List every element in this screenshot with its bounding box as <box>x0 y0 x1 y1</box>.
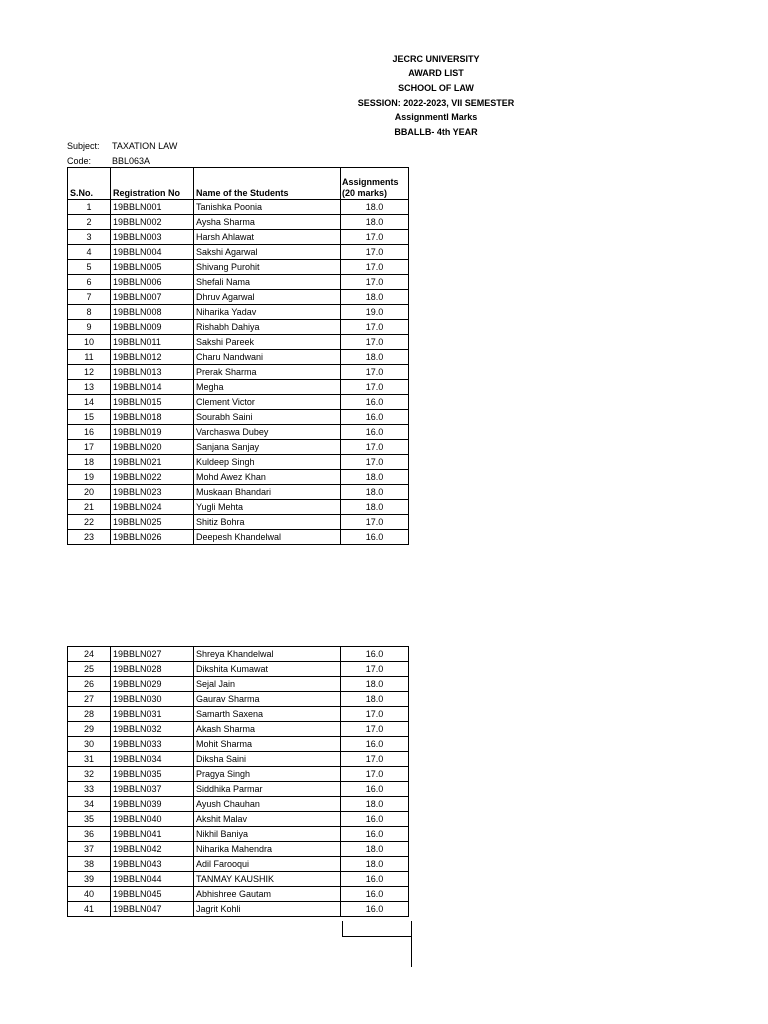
cell-marks: 18.0 <box>341 692 409 707</box>
cell-sno: 3 <box>68 230 111 245</box>
university-title: JECRC UNIVERSITY <box>392 54 480 64</box>
cell-marks: 17.0 <box>341 230 409 245</box>
cell-registration: 19BBLN019 <box>111 425 194 440</box>
cell-registration: 19BBLN047 <box>111 902 194 917</box>
code-line <box>67 155 150 167</box>
table-row <box>68 365 409 380</box>
table-row <box>68 230 409 245</box>
cell-student-name: Tanishka Poonia <box>194 200 341 215</box>
marks-table-page1 <box>67 167 409 545</box>
cell-registration: 19BBLN024 <box>111 500 194 515</box>
cell-marks: 17.0 <box>341 752 409 767</box>
cell-sno: 27 <box>68 692 111 707</box>
cell-student-name: Aysha Sharma <box>194 215 341 230</box>
cell-marks: 16.0 <box>341 737 409 752</box>
table-row <box>68 245 409 260</box>
marks-type-title: Assignmentl Marks <box>394 112 478 122</box>
cell-registration: 19BBLN031 <box>111 707 194 722</box>
cell-sno: 4 <box>68 245 111 260</box>
cell-student-name: Rishabh Dahiya <box>194 320 341 335</box>
cell-student-name: Deepesh Khandelwal <box>194 530 341 545</box>
cell-registration: 19BBLN041 <box>111 827 194 842</box>
table-row <box>68 782 409 797</box>
cell-sno: 38 <box>68 857 111 872</box>
cell-marks: 18.0 <box>341 350 409 365</box>
cell-registration: 19BBLN023 <box>111 485 194 500</box>
col-header-assignments-line1: Assignments <box>342 177 399 187</box>
table-row <box>68 200 409 215</box>
cell-sno: 23 <box>68 530 111 545</box>
cell-marks: 17.0 <box>341 245 409 260</box>
cell-student-name: Diksha Saini <box>194 752 341 767</box>
cell-sno: 31 <box>68 752 111 767</box>
cell-sno: 25 <box>68 662 111 677</box>
cell-marks: 18.0 <box>341 215 409 230</box>
cell-sno: 36 <box>68 827 111 842</box>
trailing-divider-bottom <box>342 936 412 937</box>
cell-marks: 16.0 <box>341 395 409 410</box>
subject-value: TAXATION LAW <box>112 141 178 151</box>
subject-label: Subject: <box>67 141 100 151</box>
table-row <box>68 797 409 812</box>
cell-sno: 10 <box>68 335 111 350</box>
cell-student-name: Akshit Malav <box>194 812 341 827</box>
cell-student-name: Mohd Awez Khan <box>194 470 341 485</box>
table-row <box>68 707 409 722</box>
cell-registration: 19BBLN030 <box>111 692 194 707</box>
cell-marks: 19.0 <box>341 305 409 320</box>
cell-registration: 19BBLN028 <box>111 662 194 677</box>
cell-registration: 19BBLN020 <box>111 440 194 455</box>
cell-student-name: Prerak Sharma <box>194 365 341 380</box>
cell-registration: 19BBLN037 <box>111 782 194 797</box>
table-row <box>68 290 409 305</box>
cell-student-name: Megha <box>194 380 341 395</box>
cell-marks: 17.0 <box>341 260 409 275</box>
cell-marks: 17.0 <box>341 335 409 350</box>
cell-sno: 29 <box>68 722 111 737</box>
cell-sno: 6 <box>68 275 111 290</box>
table-row <box>68 887 409 902</box>
cell-registration: 19BBLN044 <box>111 872 194 887</box>
cell-student-name: Nikhil Baniya <box>194 827 341 842</box>
cell-registration: 19BBLN001 <box>111 200 194 215</box>
cell-sno: 28 <box>68 707 111 722</box>
cell-marks: 17.0 <box>341 767 409 782</box>
cell-sno: 15 <box>68 410 111 425</box>
cell-marks: 18.0 <box>341 797 409 812</box>
cell-sno: 18 <box>68 455 111 470</box>
cell-sno: 13 <box>68 380 111 395</box>
cell-student-name: Mohit Sharma <box>194 737 341 752</box>
cell-student-name: Samarth Saxena <box>194 707 341 722</box>
table-row <box>68 515 409 530</box>
table-row <box>68 767 409 782</box>
col-header-assignments-line2: (20 marks) <box>342 188 388 198</box>
table-row <box>68 722 409 737</box>
cell-sno: 16 <box>68 425 111 440</box>
cell-student-name: Dikshita Kumawat <box>194 662 341 677</box>
cell-student-name: Sejal Jain <box>194 677 341 692</box>
table-row <box>68 455 409 470</box>
cell-student-name: Dhruv Agarwal <box>194 290 341 305</box>
cell-marks: 18.0 <box>341 677 409 692</box>
cell-marks: 16.0 <box>341 872 409 887</box>
school-title: SCHOOL OF LAW <box>398 83 474 93</box>
table-row <box>68 872 409 887</box>
cell-registration: 19BBLN034 <box>111 752 194 767</box>
cell-registration: 19BBLN035 <box>111 767 194 782</box>
session-title: SESSION: 2022-2023, VII SEMESTER <box>357 98 515 108</box>
cell-sno: 33 <box>68 782 111 797</box>
cell-marks: 17.0 <box>341 662 409 677</box>
table-row <box>68 692 409 707</box>
marks-table-page2 <box>67 646 409 917</box>
table-row <box>68 677 409 692</box>
table-body-page2 <box>68 647 409 917</box>
cell-sno: 7 <box>68 290 111 305</box>
cell-student-name: Muskaan Bhandari <box>194 485 341 500</box>
cell-sno: 17 <box>68 440 111 455</box>
col-header-registration: Registration No <box>111 168 194 200</box>
cell-registration: 19BBLN022 <box>111 470 194 485</box>
cell-sno: 19 <box>68 470 111 485</box>
cell-sno: 24 <box>68 647 111 662</box>
cell-marks: 18.0 <box>341 200 409 215</box>
cell-marks: 16.0 <box>341 887 409 902</box>
cell-registration: 19BBLN007 <box>111 290 194 305</box>
cell-sno: 9 <box>68 320 111 335</box>
cell-student-name: Shitiz Bohra <box>194 515 341 530</box>
cell-sno: 1 <box>68 200 111 215</box>
cell-registration: 19BBLN043 <box>111 857 194 872</box>
table-row <box>68 305 409 320</box>
cell-marks: 17.0 <box>341 707 409 722</box>
table-row <box>68 275 409 290</box>
program-title: BBALLB- 4th YEAR <box>394 127 478 137</box>
subject-line <box>67 140 177 152</box>
cell-registration: 19BBLN032 <box>111 722 194 737</box>
table-row <box>68 647 409 662</box>
cell-student-name: Sakshi Agarwal <box>194 245 341 260</box>
col-header-assignments <box>341 168 409 200</box>
cell-registration: 19BBLN040 <box>111 812 194 827</box>
cell-student-name: Ayush Chauhan <box>194 797 341 812</box>
cell-sno: 5 <box>68 260 111 275</box>
table-row <box>68 662 409 677</box>
cell-sno: 14 <box>68 395 111 410</box>
cell-marks: 17.0 <box>341 722 409 737</box>
cell-sno: 20 <box>68 485 111 500</box>
table-row <box>68 470 409 485</box>
cell-registration: 19BBLN003 <box>111 230 194 245</box>
cell-registration: 19BBLN045 <box>111 887 194 902</box>
table-row <box>68 485 409 500</box>
cell-student-name: Shivang Purohit <box>194 260 341 275</box>
cell-marks: 16.0 <box>341 812 409 827</box>
table-body-page1 <box>68 200 409 545</box>
cell-student-name: Sanjana Sanjay <box>194 440 341 455</box>
cell-sno: 8 <box>68 305 111 320</box>
table-row <box>68 902 409 917</box>
cell-sno: 37 <box>68 842 111 857</box>
cell-registration: 19BBLN009 <box>111 320 194 335</box>
cell-student-name: Kuldeep Singh <box>194 455 341 470</box>
cell-marks: 17.0 <box>341 365 409 380</box>
cell-registration: 19BBLN008 <box>111 305 194 320</box>
cell-marks: 18.0 <box>341 470 409 485</box>
cell-registration: 19BBLN014 <box>111 380 194 395</box>
cell-student-name: Varchaswa Dubey <box>194 425 341 440</box>
cell-marks: 18.0 <box>341 857 409 872</box>
cell-sno: 11 <box>68 350 111 365</box>
cell-marks: 16.0 <box>341 530 409 545</box>
cell-sno: 34 <box>68 797 111 812</box>
cell-student-name: Gaurav Sharma <box>194 692 341 707</box>
cell-registration: 19BBLN011 <box>111 335 194 350</box>
table-row <box>68 335 409 350</box>
table-row <box>68 842 409 857</box>
cell-marks: 17.0 <box>341 380 409 395</box>
table-row <box>68 425 409 440</box>
cell-marks: 17.0 <box>341 455 409 470</box>
cell-marks: 17.0 <box>341 515 409 530</box>
cell-student-name: Shefali Nama <box>194 275 341 290</box>
cell-marks: 17.0 <box>341 320 409 335</box>
cell-student-name: Niharika Mahendra <box>194 842 341 857</box>
table-row <box>68 260 409 275</box>
cell-registration: 19BBLN025 <box>111 515 194 530</box>
cell-marks: 16.0 <box>341 902 409 917</box>
table-row <box>68 350 409 365</box>
cell-student-name: TANMAY KAUSHIK <box>194 872 341 887</box>
table-row <box>68 440 409 455</box>
cell-marks: 16.0 <box>341 425 409 440</box>
cell-sno: 21 <box>68 500 111 515</box>
table-row <box>68 500 409 515</box>
cell-student-name: Sakshi Pareek <box>194 335 341 350</box>
cell-registration: 19BBLN005 <box>111 260 194 275</box>
table-row <box>68 752 409 767</box>
cell-registration: 19BBLN033 <box>111 737 194 752</box>
trailing-divider-left <box>342 921 343 937</box>
cell-sno: 12 <box>68 365 111 380</box>
cell-student-name: Jagrit Kohli <box>194 902 341 917</box>
code-label: Code: <box>67 156 92 166</box>
cell-student-name: Akash Sharma <box>194 722 341 737</box>
cell-student-name: Niharika Yadav <box>194 305 341 320</box>
cell-student-name: Sourabh Saini <box>194 410 341 425</box>
cell-marks: 18.0 <box>341 500 409 515</box>
trailing-divider-right <box>411 921 412 967</box>
cell-student-name: Charu Nandwani <box>194 350 341 365</box>
cell-registration: 19BBLN021 <box>111 455 194 470</box>
cell-registration: 19BBLN026 <box>111 530 194 545</box>
cell-sno: 26 <box>68 677 111 692</box>
cell-sno: 22 <box>68 515 111 530</box>
cell-student-name: Abhishree Gautam <box>194 887 341 902</box>
cell-registration: 19BBLN039 <box>111 797 194 812</box>
cell-sno: 41 <box>68 902 111 917</box>
cell-student-name: Shreya Khandelwal <box>194 647 341 662</box>
table-row <box>68 215 409 230</box>
table-row <box>68 812 409 827</box>
table-row <box>68 530 409 545</box>
cell-registration: 19BBLN029 <box>111 677 194 692</box>
table-row <box>68 380 409 395</box>
award-list-title: AWARD LIST <box>408 68 464 78</box>
cell-sno: 30 <box>68 737 111 752</box>
cell-registration: 19BBLN004 <box>111 245 194 260</box>
cell-registration: 19BBLN002 <box>111 215 194 230</box>
cell-sno: 35 <box>68 812 111 827</box>
col-header-name: Name of the Students <box>194 168 341 200</box>
cell-marks: 17.0 <box>341 440 409 455</box>
cell-marks: 16.0 <box>341 647 409 662</box>
cell-sno: 32 <box>68 767 111 782</box>
cell-student-name: Harsh Ahlawat <box>194 230 341 245</box>
cell-sno: 39 <box>68 872 111 887</box>
cell-registration: 19BBLN006 <box>111 275 194 290</box>
table-row <box>68 410 409 425</box>
code-value: BBL063A <box>112 156 151 166</box>
cell-marks: 18.0 <box>341 485 409 500</box>
cell-registration: 19BBLN012 <box>111 350 194 365</box>
cell-registration: 19BBLN042 <box>111 842 194 857</box>
cell-marks: 16.0 <box>341 827 409 842</box>
table-row <box>68 395 409 410</box>
col-header-sno: S.No. <box>68 168 111 200</box>
cell-student-name: Pragya Singh <box>194 767 341 782</box>
table-row <box>68 320 409 335</box>
cell-sno: 2 <box>68 215 111 230</box>
cell-registration: 19BBLN018 <box>111 410 194 425</box>
table-header-row <box>68 168 409 200</box>
cell-marks: 17.0 <box>341 275 409 290</box>
cell-student-name: Clement Victor <box>194 395 341 410</box>
cell-marks: 18.0 <box>341 290 409 305</box>
table-row <box>68 857 409 872</box>
cell-registration: 19BBLN015 <box>111 395 194 410</box>
cell-sno: 40 <box>68 887 111 902</box>
cell-student-name: Adil Farooqui <box>194 857 341 872</box>
cell-marks: 18.0 <box>341 842 409 857</box>
cell-registration: 19BBLN027 <box>111 647 194 662</box>
cell-marks: 16.0 <box>341 410 409 425</box>
cell-student-name: Siddhika Parmar <box>194 782 341 797</box>
cell-student-name: Yugli Mehta <box>194 500 341 515</box>
table-row <box>68 737 409 752</box>
cell-marks: 16.0 <box>341 782 409 797</box>
table-row <box>68 827 409 842</box>
cell-registration: 19BBLN013 <box>111 365 194 380</box>
